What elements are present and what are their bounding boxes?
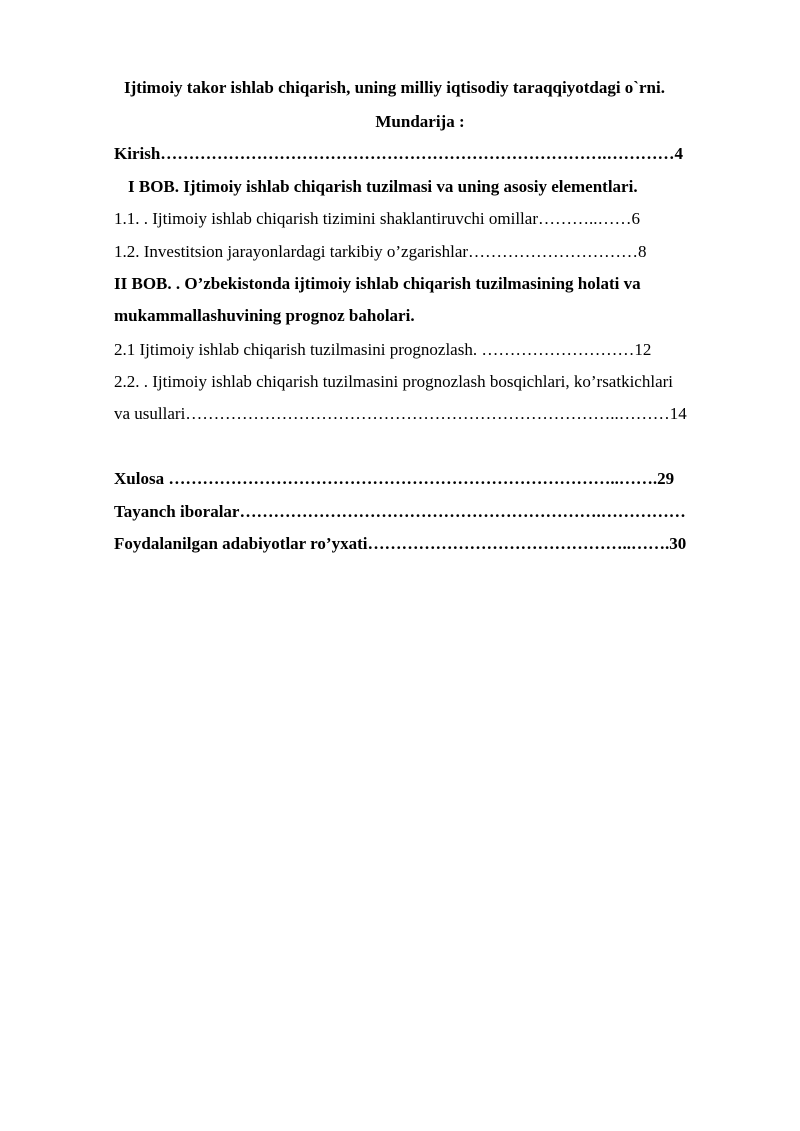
toc-section-1-2: 1.2. Investitsion jarayonlardagi tarkibiy o’zgarishlar…………………………8 [114,242,647,261]
toc-section-1-1: 1.1. . Ijtimoiy ishlab chiqarish tizimini shaklantiruvchi omillar………..……6 [114,209,640,228]
contents-heading: Mundarija : [375,112,465,131]
toc-section-2-2-line-2: va usullari…………………………………………………………………..………14 [114,404,687,423]
toc-xulosa: Xulosa ……………………………………………………………………..…….29 [114,469,675,488]
toc-chapter-1: I BOB. Ijtimoiy ishlab chiqarish tuzilmasi va uning asosiy elementlari. [128,177,638,196]
document-title: Ijtimoiy takor ishlab chiqarish, uning milliy iqtisodiy taraqqiyotdagi o`rni. [124,78,665,97]
toc-section-2-1: 2.1 Ijtimoiy ishlab chiqarish tuzilmasini prognozlash. ………………………12 [114,340,652,359]
toc-adabiyotlar: Foydalanilgan adabiyotlar ro’yxati………………………………………..…….30 [114,534,687,553]
toc-chapter-2-line-2: mukammallashuvining prognoz baholari. [114,306,415,325]
toc-section-2-2-line-1: 2.2. . Ijtimoiy ishlab chiqarish tuzilmasini prognozlash bosqichlari, ko’rsatkichlari [114,372,673,391]
toc-kirish: Kirish…………………………………………………………………….…………4 [114,144,684,163]
toc-chapter-2-line-1: II BOB. . O’zbekistonda ijtimoiy ishlab chiqarish tuzilmasining holati va [114,274,641,293]
toc-tayanch-iboralar: Tayanch iboralar……………………………………………………….…………… [114,502,686,521]
